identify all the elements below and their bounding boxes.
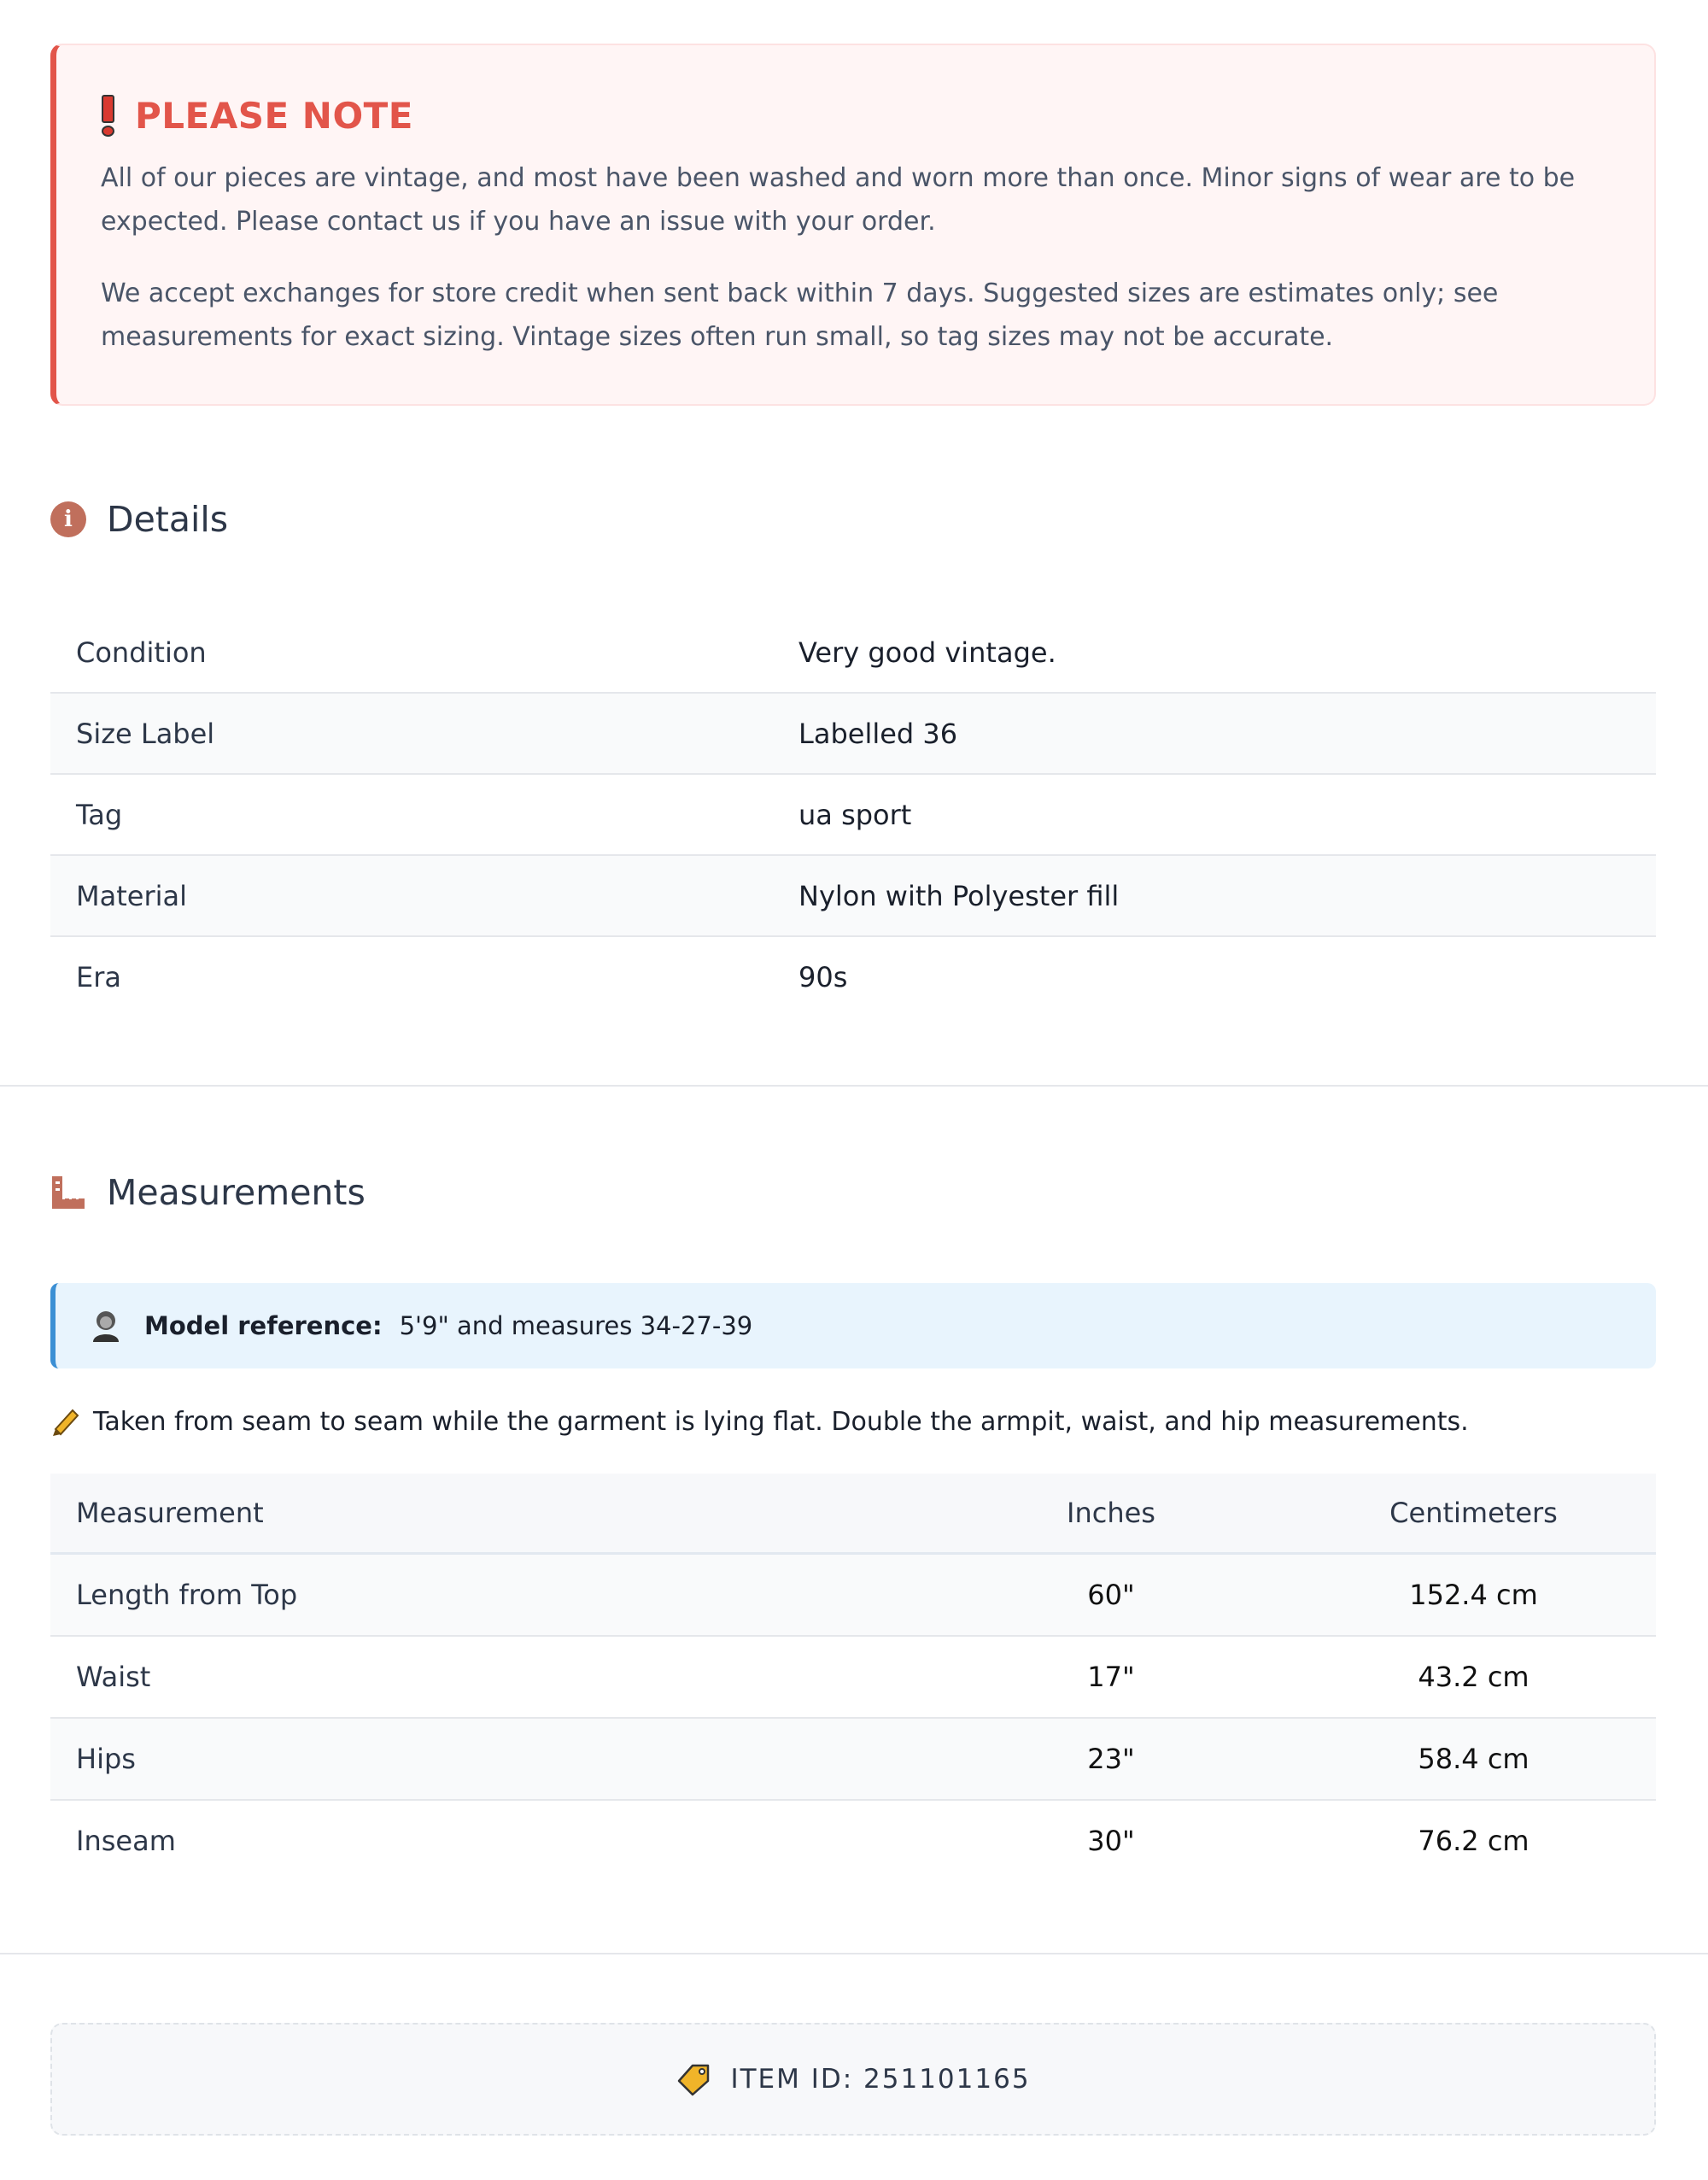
table-row	[50, 1554, 1656, 1637]
column-header-measurement: Measurement	[50, 1474, 931, 1554]
measurement-inches: 30"	[1087, 1825, 1135, 1857]
table-row	[50, 936, 1656, 1017]
measurement-cm: 152.4 cm	[1291, 1554, 1656, 1637]
column-header-inches: Inches	[931, 1474, 1291, 1554]
measurement-cm: 76.2 cm	[1418, 1825, 1530, 1857]
pencil-icon	[50, 1405, 83, 1438]
table-header-row	[50, 1474, 1656, 1554]
table-row	[50, 693, 1656, 774]
item-id-box	[50, 2023, 1656, 2136]
table-row	[50, 612, 1656, 693]
model-reference-label: Model reference:	[144, 1311, 383, 1340]
item-id-label: ITEM ID: 251101165	[730, 2064, 1031, 2095]
measurement-inches: 17"	[931, 1636, 1291, 1718]
exclamation-icon	[101, 95, 114, 137]
measurement-name: Inseam	[76, 1825, 176, 1857]
measurements-table	[50, 1474, 1656, 1881]
measurements-title: Measurements	[107, 1172, 366, 1213]
column-header-centimeters: Centimeters	[1291, 1474, 1656, 1554]
measurement-name: Length from Top	[50, 1554, 931, 1637]
details-table	[50, 612, 1656, 1017]
measurements-header	[50, 1172, 366, 1213]
person-icon	[90, 1309, 122, 1343]
details-title: Details	[107, 499, 229, 540]
tag-icon	[676, 2060, 713, 2098]
detail-label: Size Label	[50, 693, 773, 774]
detail-value: Labelled 36	[773, 693, 1656, 774]
measurement-cm: 58.4 cm	[1291, 1718, 1656, 1800]
table-row	[50, 1718, 1656, 1800]
section-divider	[0, 1085, 1708, 1087]
notice-header	[101, 91, 1611, 139]
table-row	[50, 855, 1656, 936]
measurement-name: Waist	[50, 1636, 931, 1718]
please-note-box	[50, 44, 1656, 406]
info-icon: i	[50, 501, 86, 537]
measurement-name: Hips	[50, 1718, 931, 1800]
ruler-icon	[50, 1175, 86, 1210]
table-row	[50, 1636, 1656, 1718]
section-divider	[0, 1953, 1708, 1954]
notice-paragraph-2: We accept exchanges for store credit when sent back within 7 days. Suggested sizes are estimates only; see measurements for exact sizing. Vintage sizes often run small, so tag sizes may not be accurate.	[101, 278, 1499, 352]
table-row	[50, 1800, 1656, 1881]
detail-value: ua sport	[773, 774, 1656, 855]
measurement-note-text: Taken from seam to seam while the garment is lying flat. Double the armpit, waist, and hip measurements.	[93, 1406, 1469, 1437]
detail-value: Nylon with Polyester fill	[773, 855, 1656, 936]
model-reference-value: 5'9" and measures 34-27-39	[399, 1311, 753, 1340]
detail-value: Very good vintage.	[773, 612, 1656, 693]
detail-value: 90s	[798, 960, 848, 993]
detail-label: Era	[76, 960, 121, 993]
notice-paragraph-1: All of our pieces are vintage, and most have been washed and worn more than once. Minor signs of wear are to be expected. Please contact us if you have an issue with your order.	[101, 163, 1576, 237]
table-row	[50, 774, 1656, 855]
notice-title: PLEASE NOTE	[135, 94, 413, 137]
measurement-cm: 43.2 cm	[1291, 1636, 1656, 1718]
measurement-inches: 60"	[931, 1554, 1291, 1637]
detail-label: Material	[50, 855, 773, 936]
detail-label: Tag	[50, 774, 773, 855]
measurement-note	[50, 1405, 1469, 1438]
details-header	[50, 499, 228, 540]
model-reference-box	[50, 1283, 1656, 1368]
measurement-inches: 23"	[931, 1718, 1291, 1800]
detail-label: Condition	[50, 612, 773, 693]
